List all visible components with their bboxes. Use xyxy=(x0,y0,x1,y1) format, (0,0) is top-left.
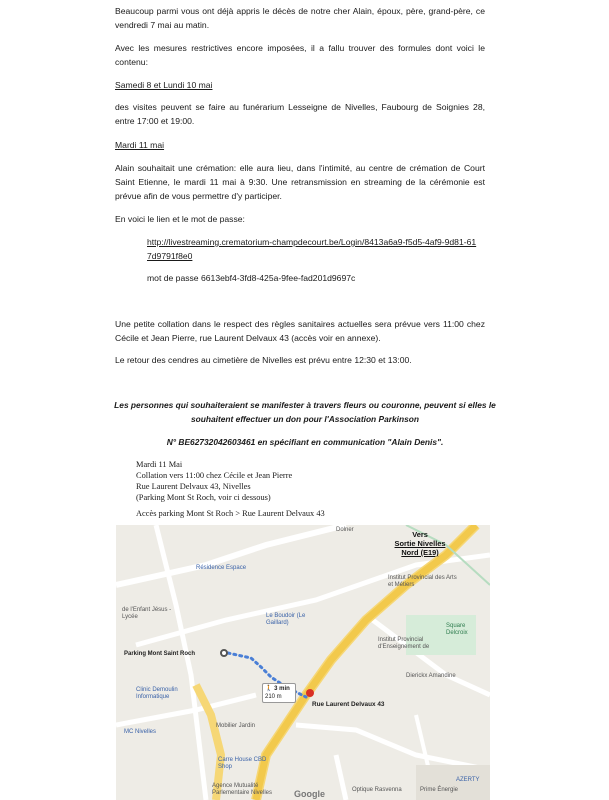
date-heading-weekend: Samedi 8 et Lundi 10 mai xyxy=(115,80,213,90)
streaming-link[interactable]: http://livestreaming.crematorium-champdecourt.be/Login/8413a6a9-f5d5-4af9-9d81-617d9791f8e0 xyxy=(147,237,477,261)
map-label-parking: Parking Mont Saint Roch xyxy=(124,651,196,657)
paragraph-cremation: Alain souhaitait une crémation: elle aura lieu, dans l'intimité, au centre de crémation de Court Saint Etienne, le mardi 11 mai à 9:30. Une retransmission en streaming de la cérémonie est prévue afin de vous permettre d'y participer. xyxy=(115,163,485,201)
paragraph-measures: Avec les mesures restrictives encore imposées, il a fallu trouver des formules dont voici le contenu: xyxy=(115,43,485,67)
walk-duration-box xyxy=(262,683,296,703)
route-map[interactable] xyxy=(116,525,490,800)
walking-person-icon: 🚶 xyxy=(265,686,273,692)
annex-access: Accès parking Mont St Roch > Rue Laurent Delvaux 43 xyxy=(136,509,325,518)
annex-address: Rue Laurent Delvaux 43, Nivelles xyxy=(136,482,251,491)
map-label-residence: Résidence Espace xyxy=(196,565,247,571)
parking-pin-icon[interactable] xyxy=(220,649,228,657)
destination-label: Rue Laurent Delvaux 43 xyxy=(312,701,385,708)
map-label-dolner: Dolner xyxy=(336,527,354,533)
paragraph-collation: Une petite collation dans le respect des règles sanitaires actuelles sera prévue vers 11:00 chez Cécile et Jean Pierre, rue Laurent Delvaux 43 (accès voir en annexe). xyxy=(115,319,485,343)
google-logo: Google xyxy=(294,789,325,799)
date-heading-tuesday: Mardi 11 mai xyxy=(115,140,165,150)
annex-parking-note: (Parking Mont St Roch, voir ci dessous) xyxy=(136,493,271,502)
walk-distance: 210 m xyxy=(265,694,282,700)
destination-pin-icon[interactable] xyxy=(306,689,314,697)
notice-donation: Les personnes qui souhaiteraient se manifester à travers fleurs ou couronne, peuvent si elles le souhaitent effectuer un don pour l'Association Parkinson xyxy=(114,400,496,424)
map-label-boudoir: Le Boudoir (Le Gaillard) xyxy=(266,613,306,626)
notice-account: N° BE62732042603461 en spécifiant en communication "Alain Denis". xyxy=(166,437,444,447)
annex-collation: Collation vers 11:00 chez Cécile et Jean Pierre xyxy=(136,471,293,480)
map-label-prime: Prime Énergie xyxy=(420,787,459,793)
map-label-clinic: Clinic Demoulin Informatique xyxy=(136,687,178,700)
map-label-mobilier: Mobilier Jardin xyxy=(216,723,256,729)
annex-date: Mardi 11 Mai xyxy=(136,460,183,469)
map-label-institut2: Institut Provincial d'Enseignement de xyxy=(378,637,430,650)
paragraph-intro: Beaucoup parmi vous ont déjà appris le décès de notre cher Alain, époux, père, grand-père, ce vendredi 7 mai au matin. xyxy=(115,6,485,30)
map-label-square: Square Delcroix xyxy=(446,623,468,636)
map-graphics xyxy=(116,525,490,800)
map-label-jesus: de l'Enfant Jésus - Lycée xyxy=(122,607,172,620)
map-label-institut: Institut Provincial des Arts et Métiers xyxy=(388,575,457,588)
paragraph-link-intro: En voici le lien et le mot de passe: xyxy=(115,214,245,224)
direction-label: Vers Sortie Nivelles Nord (E19) xyxy=(394,530,446,557)
map-label-agence: Agence Mutualité Parlementaire Nivelles xyxy=(212,783,273,796)
password-text: mot de passe 6613ebf4-3fd8-425a-9fee-fad201d9697c xyxy=(147,273,356,283)
walk-time: 🚶 3 min xyxy=(265,686,290,692)
map-label-dierickx: Dierickx Amandine xyxy=(406,673,456,679)
paragraph-visits: des visites peuvent se faire au funérarium Lesseigne de Nivelles, Faubourg de Soignies 28, entre 17:00 et 19:00. xyxy=(115,102,485,126)
map-label-carre: Carre House CBD Shop xyxy=(218,757,267,770)
map-label-mc: MC Nivelles xyxy=(124,729,157,735)
map-label-optique: Optique Rasvenna xyxy=(352,787,402,793)
map-label-azerty: AZERTY xyxy=(456,777,480,783)
paragraph-ashes: Le retour des cendres au cimetière de Nivelles est prévu entre 12:30 et 13:00. xyxy=(115,355,412,365)
